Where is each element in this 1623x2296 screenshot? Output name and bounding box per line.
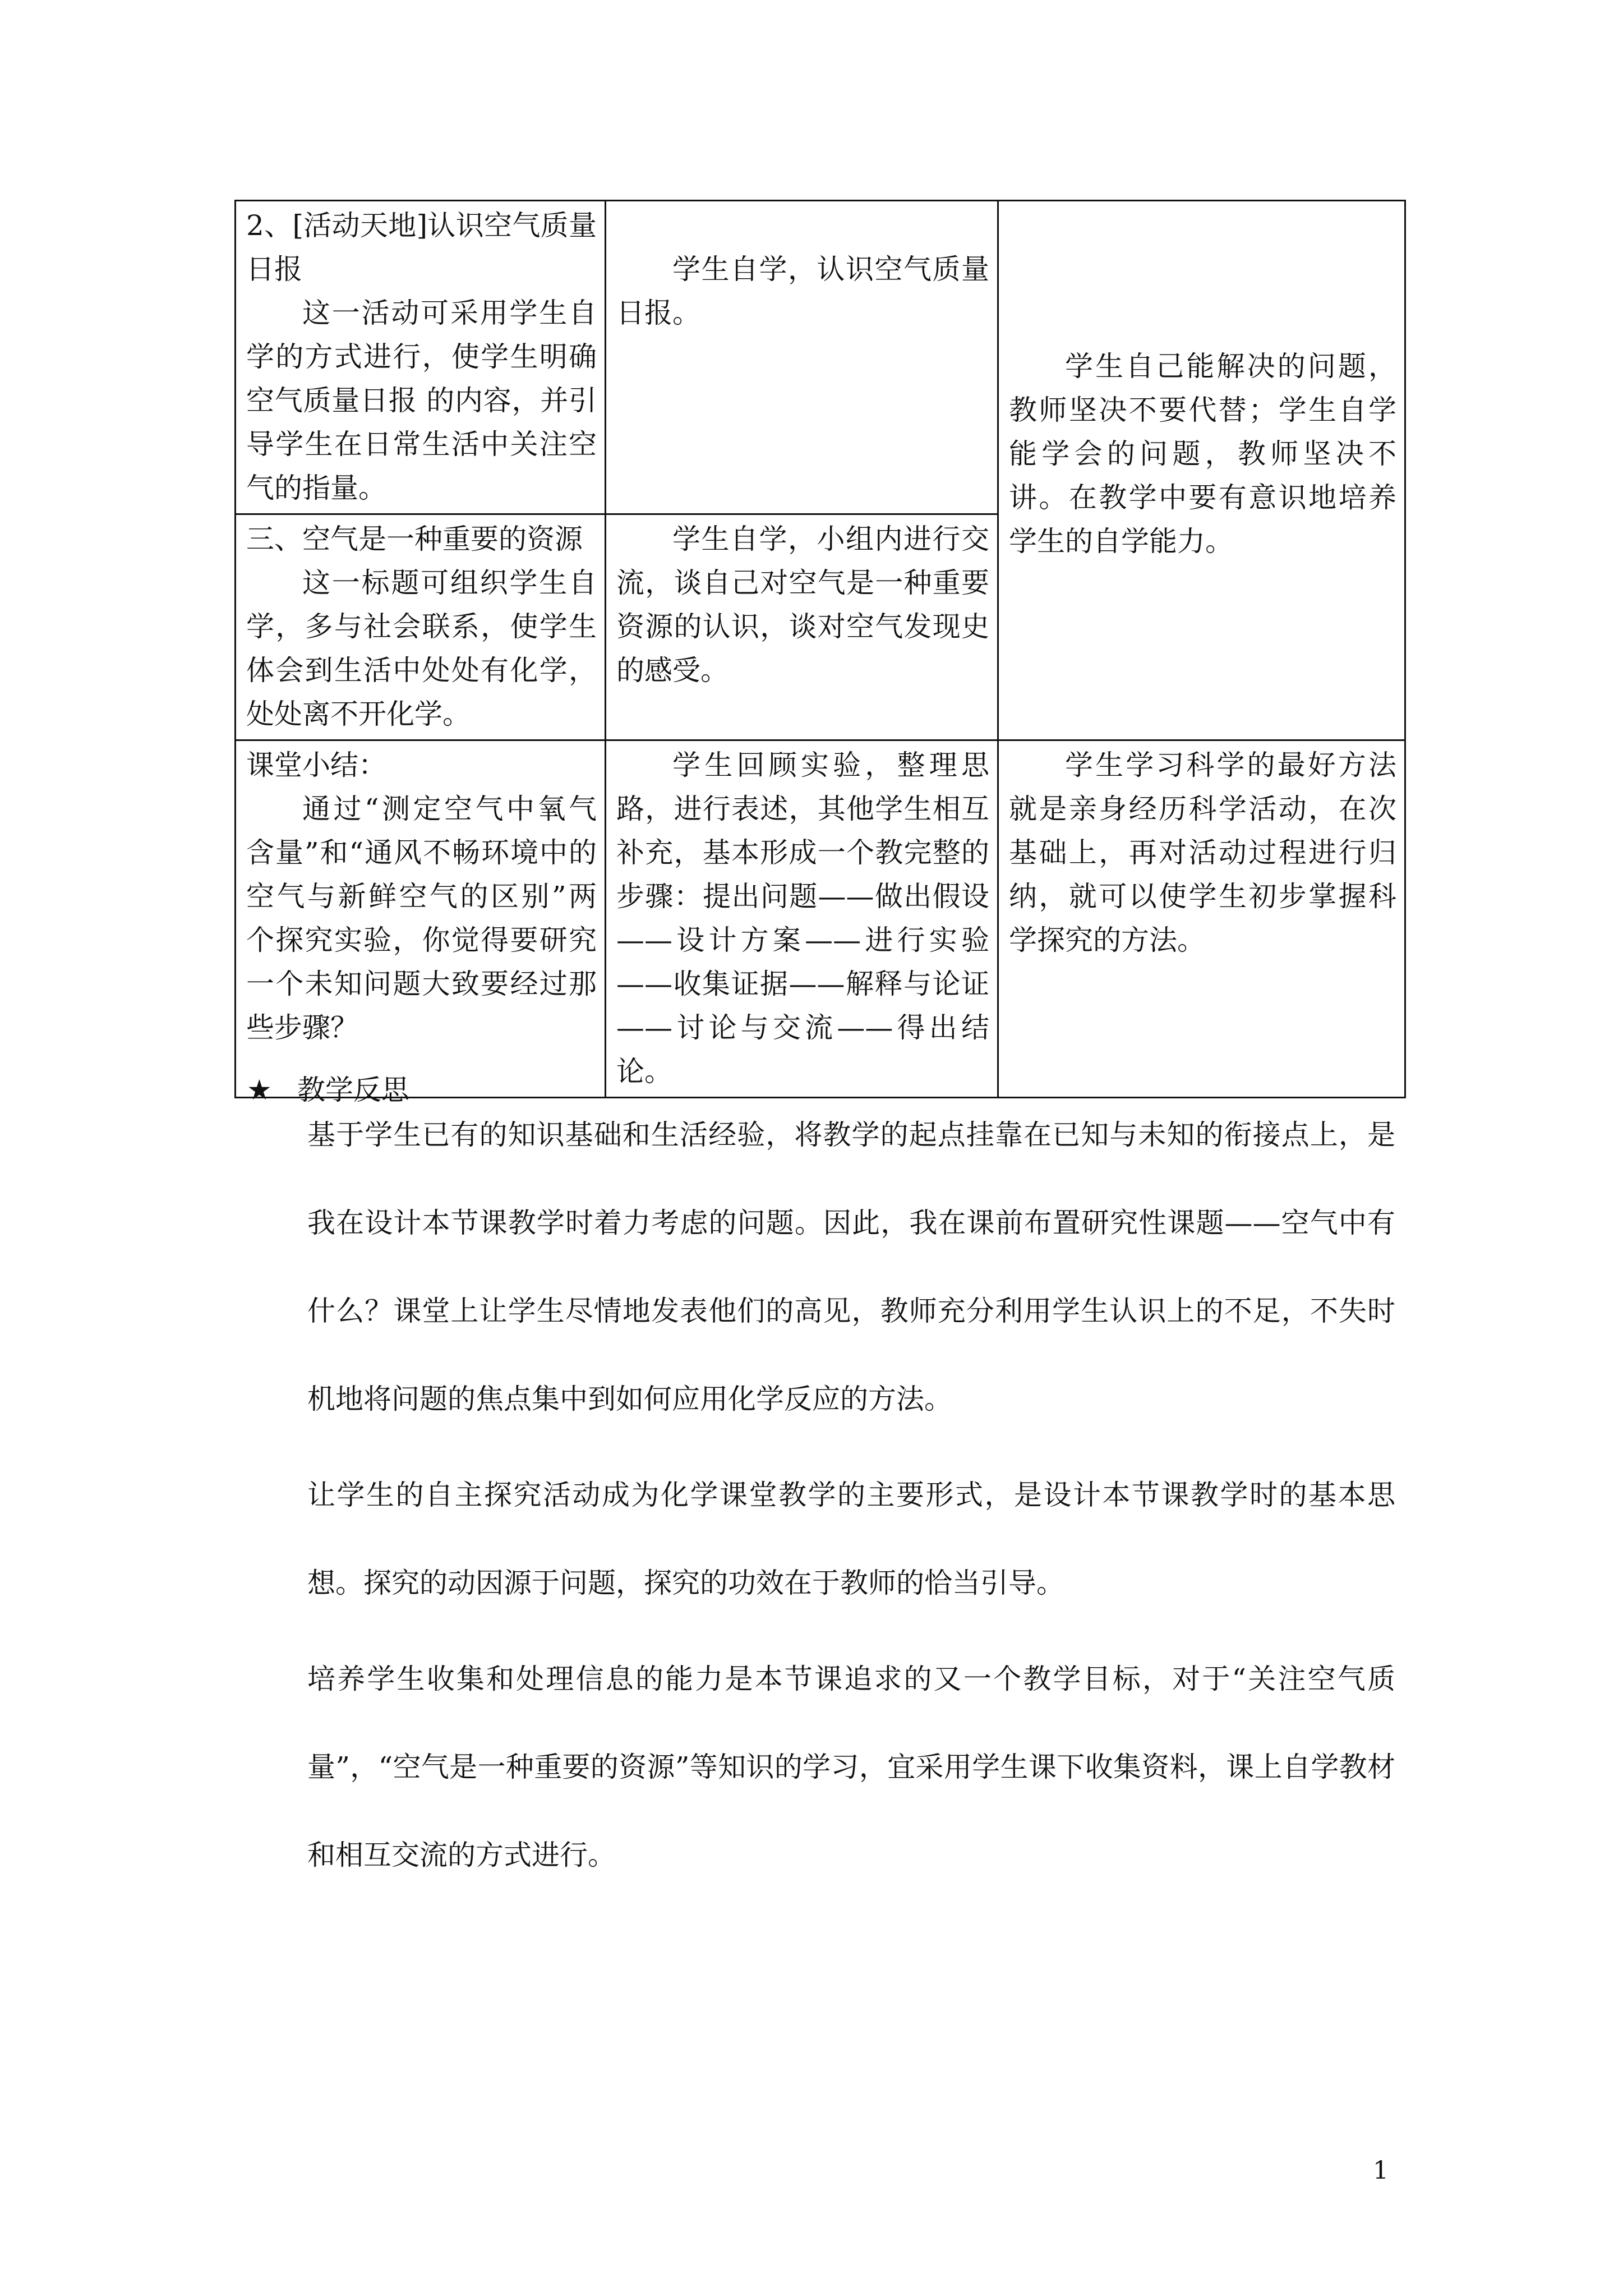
star-icon: ★ — [247, 1074, 272, 1106]
cell-title: 课堂小结： — [246, 749, 386, 781]
table-row — [236, 201, 1405, 514]
reflection-paragraph: 基于学生已有的知识基础和生活经验，将教学的起点挂靠在已知与未知的衔接点上，是我在设计本节课教学时着力考虑的问题。因此，我在课前布置研究性课题——空气中有什么？课堂上让学生尽情地发表他们的高见，教师充分利用学生认识上的不足，不失时机地将问题的焦点集中到如何应用化学反应的方法。 — [307, 1119, 1395, 1415]
reflection-heading-text: 教学反思 — [297, 1074, 409, 1106]
cell-body: 通过“测定空气中氧气含量”和“通风不畅环境中的空气与新鲜空气的区别”两个探究实验，你觉得要研究一个未知问题大致要经过那些步骤？ — [246, 793, 597, 1044]
table-row — [236, 740, 1405, 1098]
cell-title: 2、[活动天地]认识空气质量日报 — [246, 209, 597, 286]
cell-body: 学生学习科学的最好方法就是亲身经历科学活动，在次基础上，再对活动过程进行归纳，就可以使学生初步掌握科学探究的方法。 — [1009, 749, 1396, 956]
cell-body: 学生自己能解决的问题，教师坚决不要代替；学生自学能学会的问题，教师坚决不讲。在教学中要有意识地培养学生的自学能力。 — [1009, 349, 1396, 558]
table-cell-activity — [236, 201, 606, 514]
table-cell-intent — [998, 201, 1405, 740]
lesson-plan-table — [234, 200, 1406, 1098]
cell-body: 学生自学，小组内进行交流，谈自己对空气是一种重要资源的认识，谈对空气发现史的感受。 — [616, 523, 989, 687]
table-cell-activity — [236, 740, 606, 1098]
cell-body: 学生回顾实验，整理思路，进行表述，其他学生相互补充，基本形成一个教完整的步骤：提出问题——做出假设——设计方案——进行实验——收集证据——解释与论证——讨论与交流——得出结论。 — [616, 749, 989, 1088]
table-cell-student — [606, 201, 998, 514]
reflection-paragraph: 让学生的自主探究活动成为化学课堂教学的主要形式，是设计本节课教学时的基本思想。探究的动因源于问题，探究的功效在于教师的恰当引导。 — [307, 1479, 1395, 1599]
cell-body: 这一标题可组织学生自学，多与社会联系，使学生体会到生活中处处有化学，处处离不开化学。 — [246, 567, 597, 730]
reflection-paragraph: 培养学生收集和处理信息的能力是本节课追求的又一个教学目标，对于“关注空气质量”，“空气是一种重要的资源”等知识的学习，宜采用学生课下收集资料，课上自学教材和相互交流的方式进行。 — [307, 1663, 1395, 1871]
table-cell-activity — [236, 514, 606, 740]
page-number: 1 — [1373, 2156, 1389, 2185]
table-cell-student — [606, 740, 998, 1098]
cell-body: 这一活动可采用学生自学的方式进行，使学生明确空气质量日报 的内容，并引导学生在日常生活中关注空气的指量。 — [246, 297, 597, 504]
table-cell-student — [606, 514, 998, 740]
cell-title: 三、空气是一种重要的资源 — [246, 523, 583, 555]
cell-body: 学生自学，认识空气质量日报。 — [616, 253, 989, 329]
table-cell-intent — [998, 740, 1405, 1098]
reflection-body — [307, 1091, 1395, 1899]
